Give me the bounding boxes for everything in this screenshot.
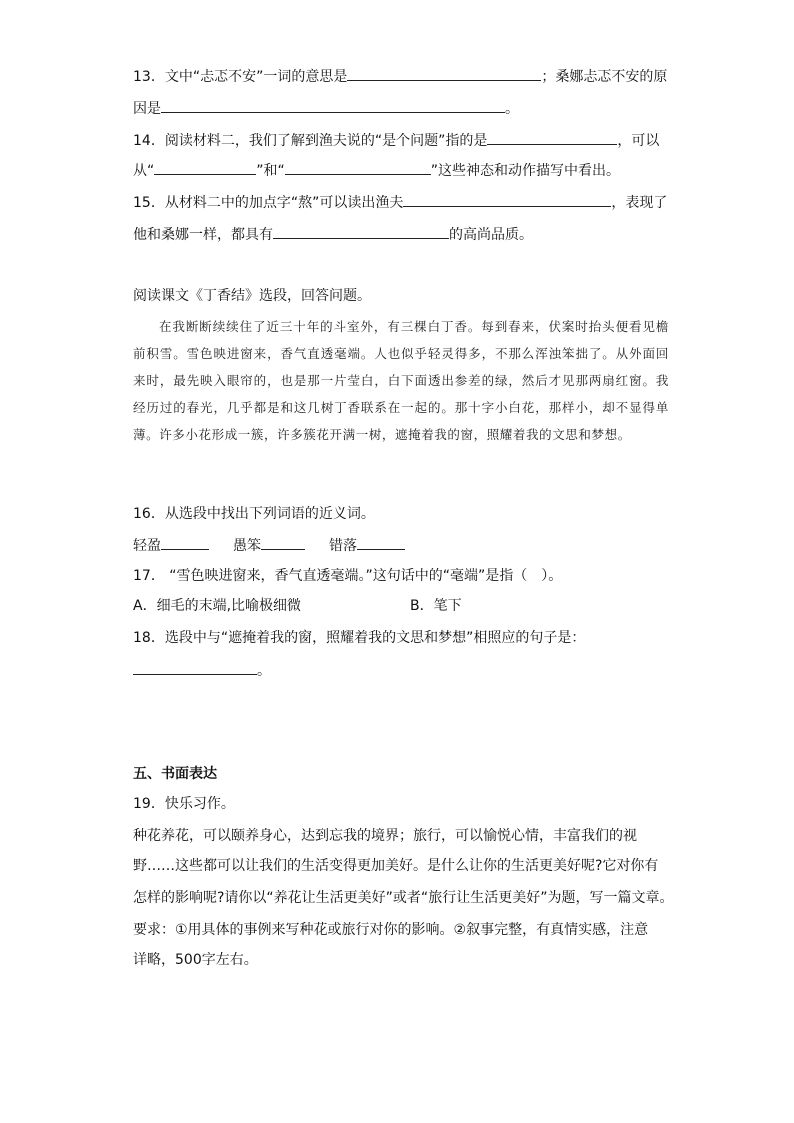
q14-text-e: ”这些神态和动作描写中看出。 (430, 163, 621, 179)
q15-text-a: 15．从材料二中的加点字“熬”可以读出渔夫 (133, 195, 404, 211)
q16-word-2: 愚笨 (233, 538, 261, 554)
q15-text-c: 他和桑娜一样，都具有 (133, 227, 273, 243)
q13-blank-2[interactable] (161, 98, 505, 113)
q13-line-1 (133, 66, 667, 87)
q13-text-b: ；桑娜忐忑不安的原 (541, 69, 668, 85)
q17-option-b[interactable]: B．笔下 (410, 598, 462, 614)
q19-line-5: 详略，500字左右。 (133, 952, 258, 968)
q15-line-2 (133, 224, 533, 245)
q19-line-4: 要求：①用具体的事例来写种花或旅行对你的影响。②叙事完整，有真情实感，注意 (133, 922, 649, 938)
q14-blank-3[interactable] (285, 160, 431, 175)
q14-text-d: ”和“ (256, 163, 285, 179)
q16-word-1: 轻盈 (133, 538, 161, 554)
q19-line-1: 种花养花，可以颐养身心，达到忘我的境界；旅行，可以愉悦心情，丰富我们的视 (133, 828, 637, 844)
reading-passage (133, 313, 669, 448)
q14-text-b: ，可以 (617, 133, 660, 149)
q16-blank-2[interactable] (261, 535, 305, 550)
q14-text-a: 14．阅读材料二，我们了解到渔夫说的“是个问题”指的是 (133, 133, 488, 149)
q13-text-a: 13．文中“忐忑不安”一词的意思是 (133, 69, 348, 85)
q19-line-3: 怎样的影响呢?请你以“养花让生活更美好”或者“旅行让生活更美好”为题，写一篇文章。 (133, 890, 674, 906)
q14-text-c: 从“ (133, 163, 155, 179)
q18-blank[interactable] (133, 660, 257, 675)
q16-prompt: 16．从选段中找出下列词语的近义词。 (133, 506, 375, 522)
q16-word-3: 错落 (329, 538, 357, 554)
q15-text-d: 的高尚品质。 (449, 227, 533, 243)
q14-blank-1[interactable] (487, 130, 617, 145)
q17-option-a[interactable]: A．细毛的末端,比喻极细微 (133, 598, 302, 614)
q19-line-2: 野……这些都可以让我们的生活变得更加美好。是什么让你的生活更美好呢?它对你有 (133, 858, 659, 874)
section5-heading: 五、书面表达 (133, 766, 217, 782)
q14-line-2 (133, 160, 620, 181)
q16-blank-3[interactable] (357, 535, 405, 550)
q15-text-b: ，表现了 (611, 195, 668, 211)
reading-intro: 阅读课文《丁香结》选段，回答问题。 (133, 288, 371, 304)
q14-line-1 (133, 130, 659, 151)
q14-blank-2[interactable] (154, 160, 256, 175)
q15-line-1 (133, 192, 667, 213)
q15-blank-2[interactable] (273, 224, 449, 239)
q16-words-row (133, 535, 405, 556)
q18-end: 。 (257, 663, 271, 679)
q18-prompt: 18．选段中与“遮掩着我的窗，照耀着我的文思和梦想”相照应的句子是： (133, 630, 586, 646)
passage-text: 在我断断续续住了近三十年的斗室外，有三棵白丁香。每到春来，伏案时抬头便看见檐前积雪。雪色映进窗来，香气直透毫端。人也似乎轻灵得多，不那么浑浊笨拙了。从外面回来时，最先映入眼帘的，也是那一片莹白，白下面透出参差的绿，然后才见那两扇红窗。我经历过的春光，几乎都是和这几树丁香联系在一起的。那十字小白花，那样小，却不显得单薄。许多小花形成一簇，许多簇花开满一树，遮掩着我的窗，照耀着我的文思和梦想。 (133, 319, 669, 442)
q15-blank-1[interactable] (403, 192, 611, 207)
q16-blank-1[interactable] (161, 535, 209, 550)
q19-title: 19．快乐习作。 (133, 796, 235, 812)
q13-text-c: 因是 (133, 101, 161, 117)
q13-blank-1[interactable] (347, 66, 541, 81)
q13-text-d: 。 (505, 101, 519, 117)
q17-prompt: 17． “雪色映进窗来，香气直透毫端。”这句话中的“毫端”是指（ ）。 (133, 568, 563, 584)
q13-line-2 (133, 98, 519, 119)
q18-answer-row (133, 660, 271, 681)
